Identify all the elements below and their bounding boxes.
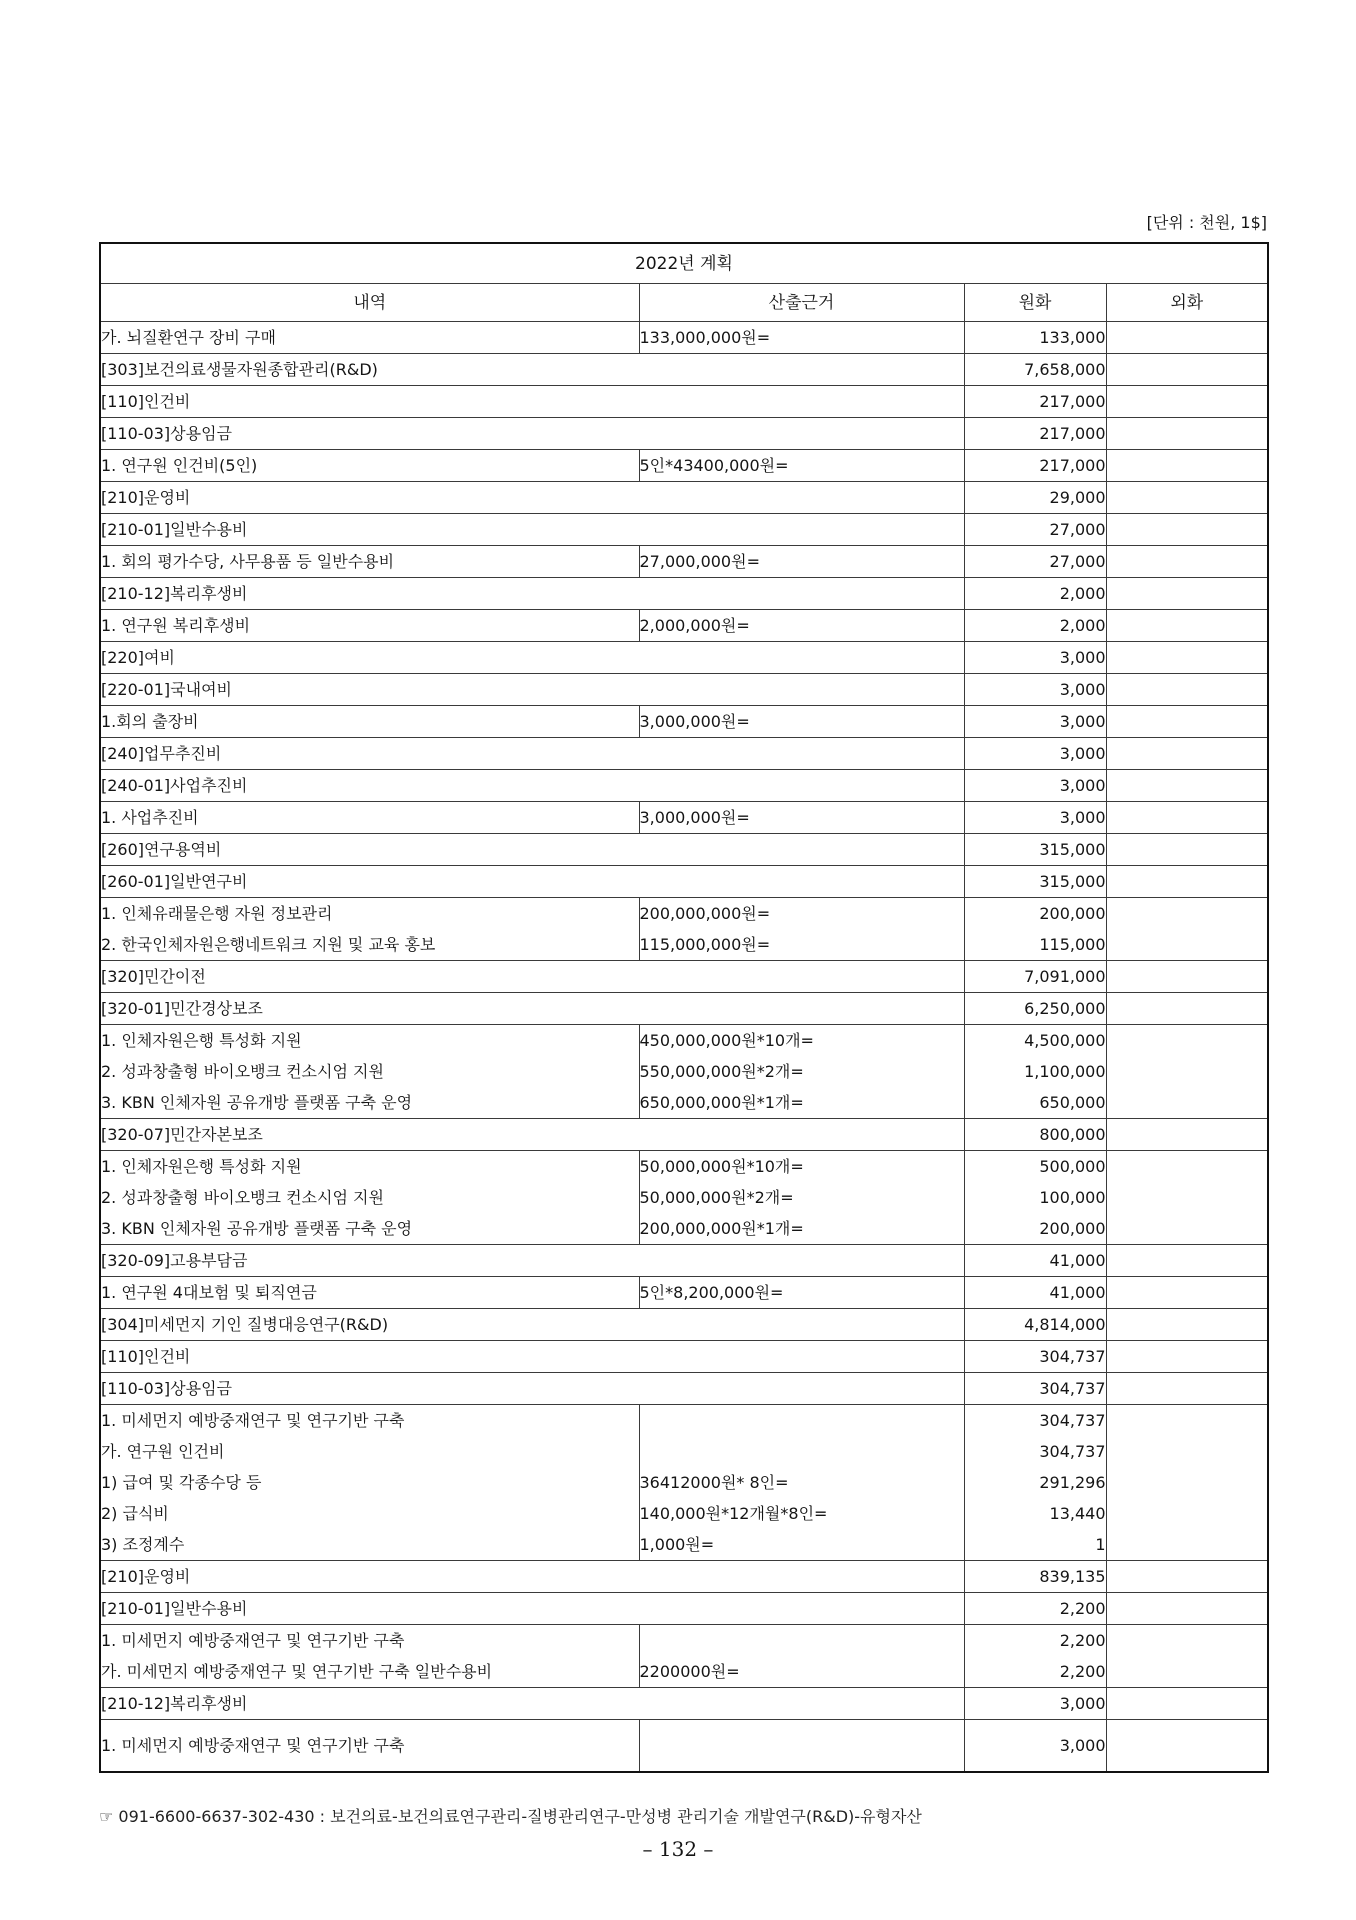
krw-cell: 3,000: [964, 642, 1106, 674]
basis-cell: 450,000,000원*10개=: [639, 1025, 964, 1057]
table-row: [100, 1087, 1268, 1119]
table-row: [100, 642, 1268, 674]
basis-cell: 200,000,000원=: [639, 898, 964, 930]
item-cell: 2) 급식비: [100, 1498, 639, 1529]
table-row: [100, 1720, 1268, 1773]
item-cell: 2. 성과창출형 바이오뱅크 컨소시엄 지원: [100, 1182, 639, 1213]
table-row: [100, 1561, 1268, 1593]
krw-cell: 217,000: [964, 450, 1106, 482]
item-cell: [320-09]고용부담금: [100, 1245, 964, 1277]
header-krw: 원화: [964, 284, 1106, 322]
table-row: [100, 1656, 1268, 1688]
fx-cell: [1106, 674, 1268, 706]
item-cell: 1. 인체유래물은행 자원 정보관리: [100, 898, 639, 930]
fx-cell: [1106, 770, 1268, 802]
table-row: [100, 546, 1268, 578]
item-cell: [110]인건비: [100, 1341, 964, 1373]
fx-cell: [1106, 834, 1268, 866]
table-row: [100, 1309, 1268, 1341]
item-cell: [260]연구용역비: [100, 834, 964, 866]
krw-cell: 115,000: [964, 929, 1106, 961]
header-item: 내역: [100, 284, 639, 322]
krw-cell: 315,000: [964, 866, 1106, 898]
item-cell: 1. 인체자원은행 특성화 지원: [100, 1025, 639, 1057]
fx-cell: [1106, 1213, 1268, 1245]
basis-cell: 2200000원=: [639, 1656, 964, 1688]
krw-cell: 3,000: [964, 1720, 1106, 1773]
krw-cell: 3,000: [964, 1688, 1106, 1720]
table-row: [100, 1213, 1268, 1245]
krw-cell: 1: [964, 1529, 1106, 1561]
fx-cell: [1106, 1593, 1268, 1625]
krw-cell: 7,658,000: [964, 354, 1106, 386]
table-title-row: [100, 243, 1268, 284]
table-row: [100, 1688, 1268, 1720]
table-row: [100, 386, 1268, 418]
krw-cell: 304,737: [964, 1341, 1106, 1373]
fx-cell: [1106, 1025, 1268, 1057]
basis-cell: 200,000,000원*1개=: [639, 1213, 964, 1245]
basis-cell: 36412000원* 8인=: [639, 1467, 964, 1498]
table-row: [100, 1182, 1268, 1213]
table-row: [100, 674, 1268, 706]
item-cell: [240-01]사업추진비: [100, 770, 964, 802]
table-row: [100, 1373, 1268, 1405]
fx-cell: [1106, 961, 1268, 993]
table-row: [100, 961, 1268, 993]
item-cell: 2. 성과창출형 바이오뱅크 컨소시엄 지원: [100, 1056, 639, 1087]
krw-cell: 3,000: [964, 674, 1106, 706]
fx-cell: [1106, 450, 1268, 482]
item-cell: 1.회의 출장비: [100, 706, 639, 738]
krw-cell: 27,000: [964, 546, 1106, 578]
table-row: [100, 482, 1268, 514]
item-cell: 1. 연구원 4대보험 및 퇴직연금: [100, 1277, 639, 1309]
table-row: [100, 1025, 1268, 1057]
table-row: [100, 1245, 1268, 1277]
item-cell: [320-07]민간자본보조: [100, 1119, 964, 1151]
krw-cell: 304,737: [964, 1436, 1106, 1467]
item-cell: 1. 미세먼지 예방중재연구 및 연구기반 구축: [100, 1625, 639, 1657]
krw-cell: 41,000: [964, 1245, 1106, 1277]
table-row: [100, 834, 1268, 866]
fx-cell: [1106, 1341, 1268, 1373]
table-row: [100, 1498, 1268, 1529]
item-cell: [210-01]일반수용비: [100, 514, 964, 546]
basis-cell: 1,000원=: [639, 1529, 964, 1561]
fx-cell: [1106, 1277, 1268, 1309]
fx-cell: [1106, 706, 1268, 738]
item-cell: 가. 연구원 인건비: [100, 1436, 639, 1467]
fx-cell: [1106, 1688, 1268, 1720]
fx-cell: [1106, 1436, 1268, 1467]
krw-cell: 650,000: [964, 1087, 1106, 1119]
table-row: [100, 1405, 1268, 1437]
table-row: [100, 1593, 1268, 1625]
table-row: [100, 1056, 1268, 1087]
table-row: [100, 1625, 1268, 1657]
krw-cell: 304,737: [964, 1405, 1106, 1437]
table-row: [100, 866, 1268, 898]
krw-cell: 217,000: [964, 386, 1106, 418]
table-row: [100, 1529, 1268, 1561]
basis-cell: 2,000,000원=: [639, 610, 964, 642]
item-cell: 3. KBN 인체자원 공유개방 플랫폼 구축 운영: [100, 1087, 639, 1119]
budget-table: [99, 242, 1269, 1773]
krw-cell: 27,000: [964, 514, 1106, 546]
item-cell: 1) 급여 및 각종수당 등: [100, 1467, 639, 1498]
item-cell: [260-01]일반연구비: [100, 866, 964, 898]
fx-cell: [1106, 322, 1268, 354]
table-row: [100, 450, 1268, 482]
krw-cell: 4,500,000: [964, 1025, 1106, 1057]
fx-cell: [1106, 1373, 1268, 1405]
krw-cell: 291,296: [964, 1467, 1106, 1498]
item-cell: [320]민간이전: [100, 961, 964, 993]
fx-cell: [1106, 1467, 1268, 1498]
item-cell: [210-12]복리후생비: [100, 578, 964, 610]
krw-cell: 100,000: [964, 1182, 1106, 1213]
page-number: – 132 –: [642, 1837, 714, 1861]
basis-cell: 5인*8,200,000원=: [639, 1277, 964, 1309]
item-cell: [110]인건비: [100, 386, 964, 418]
krw-cell: 217,000: [964, 418, 1106, 450]
table-row: [100, 578, 1268, 610]
item-cell: [320-01]민간경상보조: [100, 993, 964, 1025]
fx-cell: [1106, 386, 1268, 418]
table-row: [100, 322, 1268, 354]
fx-cell: [1106, 1529, 1268, 1561]
krw-cell: 6,250,000: [964, 993, 1106, 1025]
basis-cell: 3,000,000원=: [639, 706, 964, 738]
fx-cell: [1106, 1151, 1268, 1183]
fx-cell: [1106, 418, 1268, 450]
krw-cell: 4,814,000: [964, 1309, 1106, 1341]
basis-cell: 5인*43400,000원=: [639, 450, 964, 482]
fx-cell: [1106, 1625, 1268, 1657]
basis-cell: 3,000,000원=: [639, 802, 964, 834]
item-cell: 1. 연구원 복리후생비: [100, 610, 639, 642]
fx-cell: [1106, 610, 1268, 642]
fx-cell: [1106, 1561, 1268, 1593]
basis-cell: 650,000,000원*1개=: [639, 1087, 964, 1119]
basis-cell: [639, 1436, 964, 1467]
table-title: 2022년 계획: [100, 243, 1268, 284]
fx-cell: [1106, 1498, 1268, 1529]
table-row: [100, 610, 1268, 642]
item-cell: [304]미세먼지 기인 질병대응연구(R&D): [100, 1309, 964, 1341]
basis-cell: [639, 1720, 964, 1773]
krw-cell: 13,440: [964, 1498, 1106, 1529]
item-cell: [303]보건의료생물자원종합관리(R&D): [100, 354, 964, 386]
krw-cell: 3,000: [964, 770, 1106, 802]
basis-cell: 140,000원*12개월*8인=: [639, 1498, 964, 1529]
krw-cell: 1,100,000: [964, 1056, 1106, 1087]
fx-cell: [1106, 578, 1268, 610]
item-cell: [210-01]일반수용비: [100, 1593, 964, 1625]
krw-cell: 3,000: [964, 802, 1106, 834]
fx-cell: [1106, 866, 1268, 898]
krw-cell: 2,200: [964, 1593, 1106, 1625]
krw-cell: 200,000: [964, 1213, 1106, 1245]
krw-cell: 3,000: [964, 706, 1106, 738]
fx-cell: [1106, 802, 1268, 834]
item-cell: 가. 미세먼지 예방중재연구 및 연구기반 구축 일반수용비: [100, 1656, 639, 1688]
table-row: [100, 354, 1268, 386]
krw-cell: 500,000: [964, 1151, 1106, 1183]
table-row: [100, 1277, 1268, 1309]
table-row: [100, 1467, 1268, 1498]
header-basis: 산출근거: [639, 284, 964, 322]
table-row: [100, 898, 1268, 930]
item-cell: 1. 미세먼지 예방중재연구 및 연구기반 구축: [100, 1720, 639, 1773]
krw-cell: 3,000: [964, 738, 1106, 770]
table-row: [100, 738, 1268, 770]
table-row: [100, 706, 1268, 738]
item-cell: 3. KBN 인체자원 공유개방 플랫폼 구축 운영: [100, 1213, 639, 1245]
table-row: [100, 1119, 1268, 1151]
basis-cell: 550,000,000원*2개=: [639, 1056, 964, 1087]
basis-cell: 115,000,000원=: [639, 929, 964, 961]
table-row: [100, 1341, 1268, 1373]
fx-cell: [1106, 546, 1268, 578]
item-cell: 1. 인체자원은행 특성화 지원: [100, 1151, 639, 1183]
fx-cell: [1106, 1087, 1268, 1119]
krw-cell: 315,000: [964, 834, 1106, 866]
header-fx: 외화: [1106, 284, 1268, 322]
table-row: [100, 802, 1268, 834]
account-code-footnote: ☞ 091-6600-6637-302-430 : 보건의료-보건의료연구관리-질병관리연구-만성병 관리기술 개발연구(R&D)-유형자산: [99, 1807, 922, 1826]
item-cell: 1. 회의 평가수당, 사무용품 등 일반수용비: [100, 546, 639, 578]
krw-cell: 29,000: [964, 482, 1106, 514]
item-cell: 가. 뇌질환연구 장비 구매: [100, 322, 639, 354]
table-row: [100, 1151, 1268, 1183]
item-cell: [210]운영비: [100, 482, 964, 514]
fx-cell: [1106, 354, 1268, 386]
fx-cell: [1106, 1056, 1268, 1087]
fx-cell: [1106, 993, 1268, 1025]
item-cell: [210]운영비: [100, 1561, 964, 1593]
table-row: [100, 929, 1268, 961]
item-cell: 1. 미세먼지 예방중재연구 및 연구기반 구축: [100, 1405, 639, 1437]
basis-cell: 50,000,000원*10개=: [639, 1151, 964, 1183]
krw-cell: 2,200: [964, 1656, 1106, 1688]
krw-cell: 41,000: [964, 1277, 1106, 1309]
fx-cell: [1106, 1405, 1268, 1437]
fx-cell: [1106, 1119, 1268, 1151]
fx-cell: [1106, 514, 1268, 546]
krw-cell: 304,737: [964, 1373, 1106, 1405]
krw-cell: 2,200: [964, 1625, 1106, 1657]
unit-label: [단위 : 천원, 1$]: [1146, 213, 1267, 232]
item-cell: 2. 한국인체자원은행네트워크 지원 및 교육 홍보: [100, 929, 639, 961]
basis-cell: 50,000,000원*2개=: [639, 1182, 964, 1213]
fx-cell: [1106, 738, 1268, 770]
item-cell: [110-03]상용임금: [100, 418, 964, 450]
item-cell: 1. 사업추진비: [100, 802, 639, 834]
table-row: [100, 993, 1268, 1025]
item-cell: [240]업무추진비: [100, 738, 964, 770]
krw-cell: 2,000: [964, 610, 1106, 642]
fx-cell: [1106, 642, 1268, 674]
item-cell: [220]여비: [100, 642, 964, 674]
fx-cell: [1106, 1182, 1268, 1213]
item-cell: 1. 연구원 인건비(5인): [100, 450, 639, 482]
table-row: [100, 514, 1268, 546]
fx-cell: [1106, 898, 1268, 930]
basis-cell: [639, 1625, 964, 1657]
fx-cell: [1106, 482, 1268, 514]
krw-cell: 7,091,000: [964, 961, 1106, 993]
item-cell: [220-01]국내여비: [100, 674, 964, 706]
krw-cell: 2,000: [964, 578, 1106, 610]
table-row: [100, 418, 1268, 450]
fx-cell: [1106, 929, 1268, 961]
item-cell: [210-12]복리후생비: [100, 1688, 964, 1720]
item-cell: [110-03]상용임금: [100, 1373, 964, 1405]
fx-cell: [1106, 1720, 1268, 1773]
krw-cell: 800,000: [964, 1119, 1106, 1151]
krw-cell: 839,135: [964, 1561, 1106, 1593]
basis-cell: 27,000,000원=: [639, 546, 964, 578]
krw-cell: 133,000: [964, 322, 1106, 354]
fx-cell: [1106, 1309, 1268, 1341]
item-cell: 3) 조정계수: [100, 1529, 639, 1561]
table-row: [100, 770, 1268, 802]
basis-cell: [639, 1405, 964, 1437]
table-header-row: [100, 284, 1268, 322]
fx-cell: [1106, 1656, 1268, 1688]
table-row: [100, 1436, 1268, 1467]
krw-cell: 200,000: [964, 898, 1106, 930]
fx-cell: [1106, 1245, 1268, 1277]
basis-cell: 133,000,000원=: [639, 322, 964, 354]
